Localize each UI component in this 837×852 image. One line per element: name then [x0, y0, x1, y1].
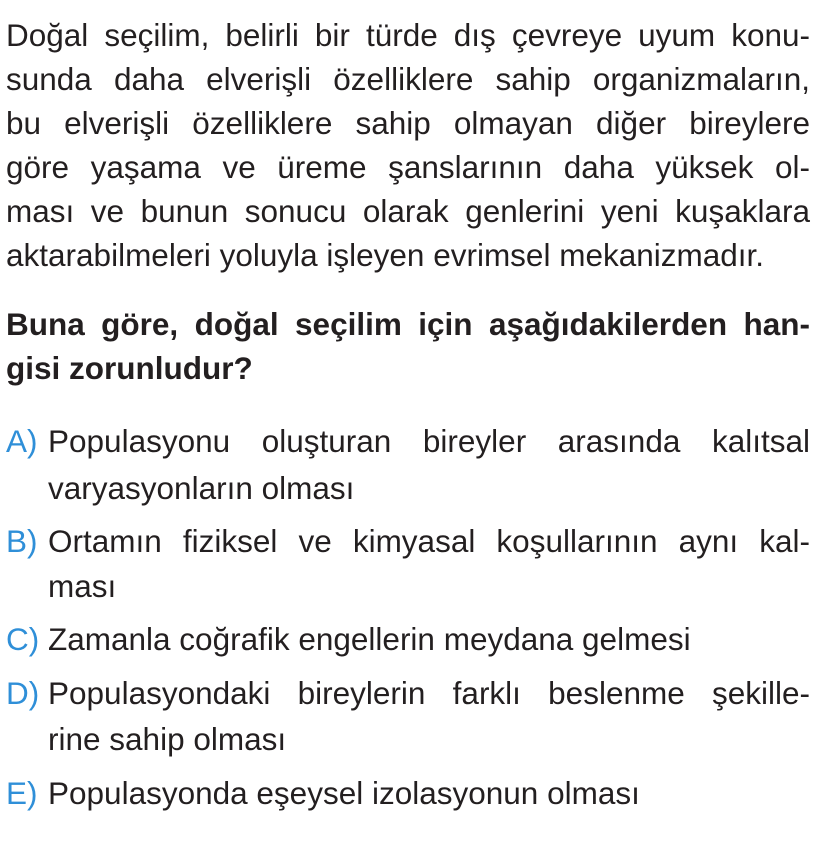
passage-line: aktarabilmeleri yoluyla işleyen evrimsel mekanizmadır.: [6, 237, 765, 273]
option-text-line: rine sahip olması: [48, 721, 287, 757]
option-text-line: ması: [48, 568, 117, 604]
option-text-line: Zamanla coğrafik engellerin meydana gelmesi: [48, 621, 691, 657]
passage-line: bu elverişli özelliklere sahip olmayan diğer bireylere: [6, 105, 810, 141]
option-text-line: Populasyondaki bireylerin farklı beslenme şekille-: [48, 675, 810, 711]
option-letter: C): [6, 621, 40, 657]
option-letter: A): [6, 423, 38, 459]
option-text-line: Populasyonu oluşturan bireyler arasında kalıtsal: [48, 423, 810, 459]
question-line: gisi zorunludur?: [6, 350, 253, 386]
option-letter: D): [6, 675, 40, 711]
option-text-line: Populasyonda eşeysel izolasyonun olması: [48, 775, 640, 811]
passage-line: ması ve bunun sonucu olarak genlerini yeni kuşaklara: [6, 193, 810, 229]
question-line: Buna göre, doğal seçilim için aşağıdakilerden han-: [6, 306, 810, 342]
passage-line: sunda daha elverişli özelliklere sahip organizmaların,: [6, 61, 810, 97]
option-letter: B): [6, 523, 38, 559]
option-text-line: varyasyonların olması: [48, 470, 355, 506]
option-text-line: Ortamın fiziksel ve kimyasal koşullarının aynı kal-: [48, 523, 810, 559]
passage-line: Doğal seçilim, belirli bir türde dış çevreye uyum konu-: [6, 17, 810, 53]
passage-line: göre yaşama ve üreme şanslarının daha yüksek ol-: [6, 149, 810, 185]
option-letter: E): [6, 775, 38, 811]
